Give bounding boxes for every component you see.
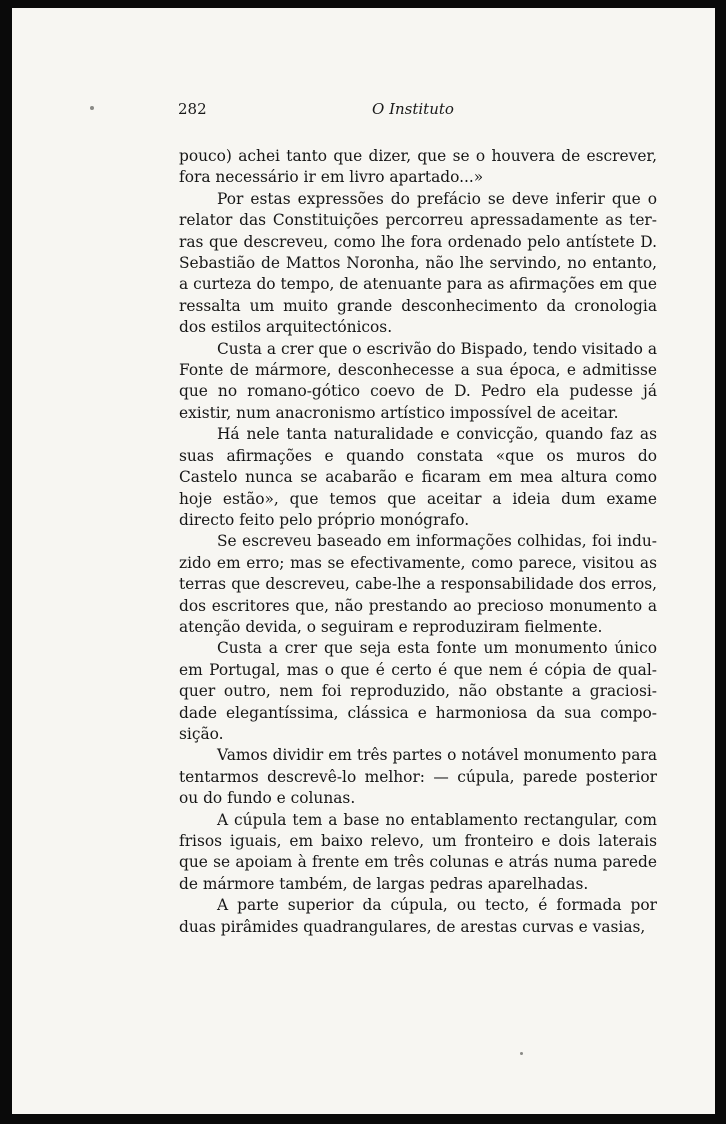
paragraph: Se escreveu baseado em informações colhidas, foi induzido em erro; mas se efectivamente, como parece, visitou as terras que descreveu, cabe-lhe a responsabilidade dos erros, dos escritores que, não prestando ao precioso monumento a atenção devida, o seguiram e reproduziram fielmente. — [179, 532, 657, 636]
paragraph: Custa a crer que seja esta fonte um monumento único em Portugal, mas o que é certo é que nem é cópia de qualquer outro, nem foi reproduzido, não obstante a graciosidade elegantíssima, clássica e harmoniosa da sua composição. — [179, 639, 657, 743]
paragraph: Custa a crer que o escrivão do Bispado, tendo visitado a Fonte de mármore, desconhecesse a sua época, e admitisse que no romano-gótico coevo de D. Pedro ela pudesse já existir, num anacronismo artístico impossível de aceitar. — [179, 339, 657, 422]
book-page — [12, 8, 715, 1114]
paragraph: Vamos dividir em três partes o notável monumento para tentarmos descrevê-lo melhor: — cúpula, parede posterior ou do fundo e colunas. — [179, 746, 657, 808]
paragraph-continued: pouco) achei tanto que dizer, que se o houvera de escrever, fora necessário ir em livro apartado...» — [179, 147, 657, 187]
body-text — [179, 146, 657, 938]
paragraph: A cúpula tem a base no entablamento rectangular, com frisos iguais, em baixo relevo, um fronteiro e dois laterais que se apoiam à frente em três colunas e atrás numa parede de mármore também, de largas pedras aparelhadas. — [179, 810, 657, 893]
paragraph: A parte superior da cúpula, ou tecto, é formada por duas pirâmides quadrangulares, de arestas curvas e vasias, — [179, 896, 657, 936]
paragraph: Por estas expressões do prefácio se deve inferir que o relator das Constituições percorreu apressadamente as terras que descreveu, como lhe fora ordenado pelo antístete D. Sebastião de Mattos Noronha, não lhe servindo, no entanto, a curteza do tempo, de atenuante para as afirmações em que ressalta um muito grande desconhecimento da cronologia dos estilos arquitectónicos. — [179, 189, 657, 337]
page-number: 282 — [178, 100, 207, 118]
paper-speck — [520, 1052, 523, 1055]
paragraph: Há nele tanta naturalidade e convicção, quando faz as suas afirmações e quando constata «que os muros do Castelo nunca se acabarão e ficaram em mea altura como hoje estão», que temos que aceitar a ideia dum exame directo feito pelo próprio monógrafo. — [179, 425, 657, 529]
running-header — [12, 100, 715, 124]
running-title: O Instituto — [372, 100, 454, 118]
